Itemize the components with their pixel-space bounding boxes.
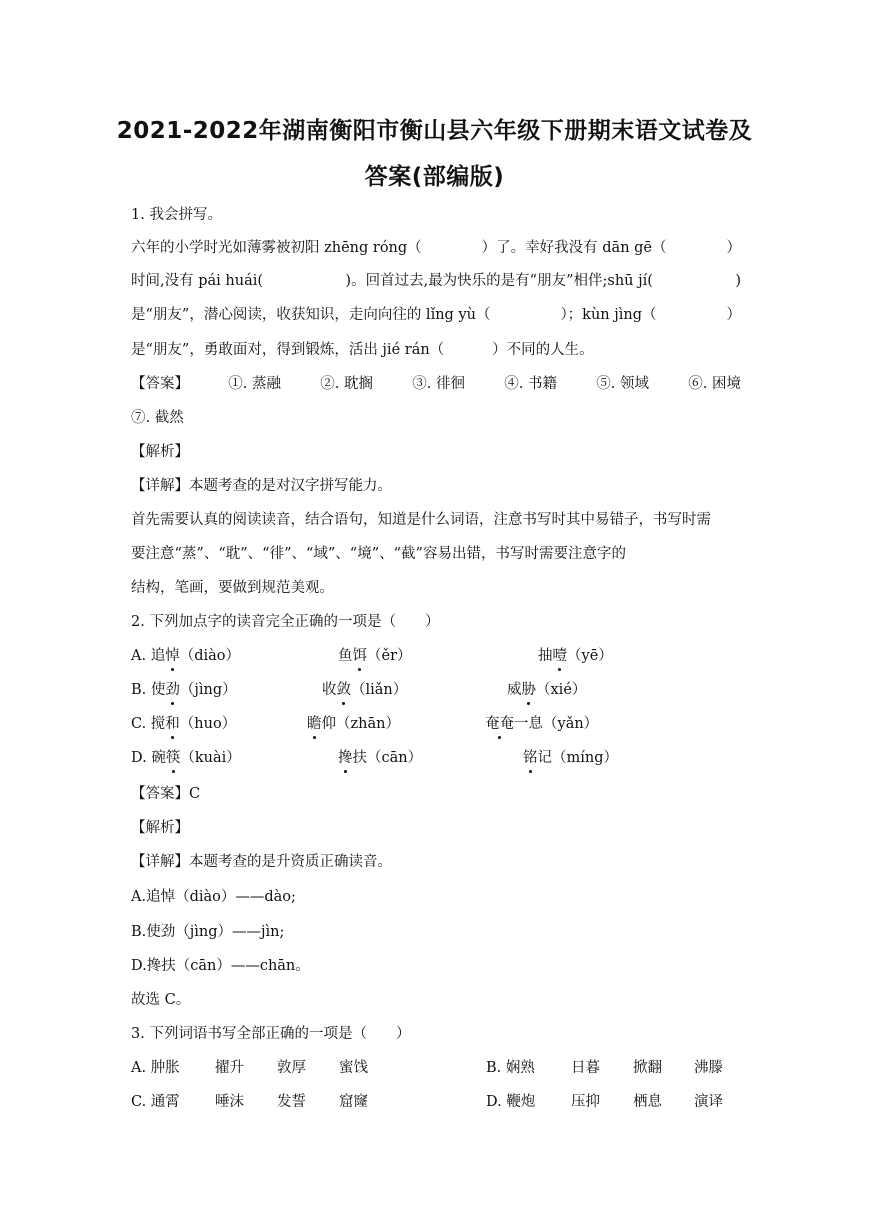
q1-answer-2: ②. 耽搁	[320, 376, 373, 392]
q1-answer-label: 【答案】	[131, 376, 189, 392]
q1-line-3-part-1: 是“朋友”，潜心阅读，收获知识，走向向往的 lǐng yù（	[131, 307, 491, 323]
q1-line-3	[131, 305, 741, 325]
q2-option-b-word-3	[507, 680, 586, 700]
q1-line-1-part-3: ）	[726, 240, 741, 256]
q1-answer-cont: ⑦. 截然	[131, 410, 184, 426]
q2-correction-b: B.使劲（jìng）——jìn;	[131, 924, 285, 940]
q1-answer	[131, 374, 741, 394]
q1-analysis-label: 【解析】	[131, 444, 189, 460]
q1-header: 1. 我会拼写。	[131, 207, 222, 223]
q1-answer-1: ①. 蒸融	[228, 376, 281, 392]
q2-d-pinyin-2: 扶（cān）	[352, 750, 423, 766]
q2-a-pinyin-3: （yē）	[567, 648, 613, 664]
q1-explain-3: 结构，笔画，要做到规范美观。	[131, 580, 334, 596]
q3-option-d-word-3: 栖息	[633, 1094, 662, 1110]
q2-c-pinyin-3: 一息（yǎn）	[514, 716, 599, 732]
q2-option-b-word-1	[131, 680, 237, 700]
q2-a-pinyin-2: （ěr）	[367, 648, 412, 664]
q3-option-c-word-2: 唾沫	[215, 1094, 244, 1110]
q2-d-pinyin-3: 记（míng）	[537, 750, 619, 766]
q2-b-label: B. 使	[131, 682, 166, 698]
q1-detail: 【详解】本题考查的是对汉字拼写能力。	[131, 478, 392, 494]
q2-b-dotted-1: 劲	[165, 682, 180, 698]
q3-option-a-word-2: 擢升	[215, 1060, 244, 1076]
q2-option-a-word-1	[131, 646, 240, 666]
q2-c-dotted-2: 瞻	[307, 716, 322, 732]
q2-b-pinyin-3: （xié）	[536, 682, 587, 698]
q2-a-dotted-3: 噎	[552, 648, 567, 664]
q3-option-b-word-3: 掀翻	[633, 1060, 662, 1076]
q2-a-dotted-1: 悼	[165, 648, 180, 664]
q2-c-pinyin-2: 仰（zhān）	[321, 716, 400, 732]
q1-line-2	[131, 271, 741, 291]
q3-option-a-word-3: 敦厚	[277, 1060, 306, 1076]
q2-conclusion: 故选 C。	[131, 992, 191, 1008]
q2-c-pinyin-1: （huo）	[179, 716, 237, 732]
q2-b-pinyin-1: （jìng）	[179, 682, 237, 698]
q1-line-3-part-2: ）；kùn jìng（	[560, 307, 657, 323]
q1-line-4	[131, 340, 741, 360]
q2-option-c-word-1	[131, 714, 236, 734]
q2-d-dotted-2: 搀	[338, 750, 353, 766]
q2-option-d-word-3	[523, 748, 618, 768]
q2-option-d-word-2	[338, 748, 422, 768]
q2-answer: 【答案】C	[131, 786, 201, 802]
q3-option-a-word-1: A. 肿胀	[131, 1060, 180, 1076]
q1-line-4-part-2: ）不同的人生。	[492, 342, 594, 358]
q2-c-dotted-3: 奄奄	[485, 716, 514, 732]
q3-option-c-word-4: 窟窿	[339, 1094, 368, 1110]
q3-option-b-word-1: B. 娴熟	[486, 1060, 535, 1076]
q2-detail: 【详解】本题考查的是升资质正确读音。	[131, 854, 392, 870]
q1-line-1-part-2: ）了。幸好我没有 dān gē（	[481, 240, 667, 256]
q2-a-label: A. 追	[131, 648, 166, 664]
q2-b-dotted-3: 胁	[521, 682, 536, 698]
q1-line-4-part-1: 是“朋友”，勇敢面对，得到锻炼，活出 jié rán（	[131, 342, 445, 358]
q2-d-pinyin-1: （kuài）	[180, 750, 241, 766]
q2-option-c-word-3	[485, 714, 598, 734]
q2-a-char-3: 抽	[538, 648, 553, 664]
q1-explain-1: 首先需要认真的阅读读音，结合语句，知道是什么词语，注意书写时其中易错子，书写时需	[131, 512, 711, 528]
q1-line-3-part-3: ）	[726, 307, 741, 323]
q1-answer-4: ④. 书籍	[504, 376, 557, 392]
q1-line-1	[131, 238, 741, 258]
q2-d-label: D. 碗	[131, 750, 166, 766]
q2-option-a-word-2	[338, 646, 412, 666]
q2-b-dotted-2: 敛	[336, 682, 351, 698]
q2-option-d-word-1	[131, 748, 241, 768]
q3-option-d-word-1: D. 鞭炮	[486, 1094, 536, 1110]
q2-correction-a: A.追悼（diào）——dào;	[131, 889, 296, 905]
q2-b-char-2: 收	[322, 682, 337, 698]
q3-option-c-word-1: C. 通霄	[131, 1094, 180, 1110]
q2-option-b-word-2	[322, 680, 407, 700]
exam-title-line1: 2021-2022年湖南衡阳市衡山县六年级下册期末语文试卷及	[116, 118, 753, 144]
q3-option-d-word-2: 压抑	[571, 1094, 600, 1110]
q2-c-dotted-1: 和	[165, 716, 180, 732]
q2-analysis-label: 【解析】	[131, 820, 189, 836]
q1-line-2-part-1: 时间,没有 pái huái(	[131, 273, 264, 289]
q1-answer-3: ③. 徘徊	[412, 376, 465, 392]
q2-option-a-word-3	[538, 646, 613, 666]
exam-title-line2: 答案(部编版)	[364, 164, 505, 190]
q2-header: 2. 下列加点字的读音完全正确的一项是（ ）	[131, 614, 440, 630]
q3-header: 3. 下列词语书写全部正确的一项是（ ）	[131, 1026, 411, 1042]
q1-answer-6: ⑥. 困境	[688, 376, 741, 392]
q2-a-pinyin-1: （diào）	[179, 648, 240, 664]
q3-option-b-word-4: 沸滕	[694, 1060, 723, 1076]
q1-line-2-part-2: )。回首过去,最为快乐的是有“朋友”相伴;shū jí(	[345, 273, 653, 289]
q2-d-dotted-3: 铭	[523, 750, 538, 766]
q1-line-1-part-1: 六年的小学时光如薄雾被初阳 zhēng róng（	[131, 240, 422, 256]
q1-explain-2: 要注意“蒸”、“耽”、“徘”、“域”、“境”、“截”容易出错，书写时需要注意字的	[131, 546, 626, 562]
q3-option-d-word-4: 演译	[694, 1094, 723, 1110]
q1-line-2-part-3: )	[735, 273, 741, 289]
q2-option-c-word-2	[307, 714, 400, 734]
q3-option-b-word-2: 日暮	[571, 1060, 600, 1076]
q1-answer-5: ⑤. 领域	[596, 376, 649, 392]
q2-b-pinyin-2: （liǎn）	[351, 682, 408, 698]
q2-a-char-2: 鱼	[338, 648, 353, 664]
q2-correction-d: D.搀扶（cān）——chān。	[131, 958, 310, 974]
q2-c-label: C. 搅	[131, 716, 166, 732]
q3-option-a-word-4: 蜜饯	[339, 1060, 368, 1076]
q2-d-dotted-1: 筷	[165, 750, 181, 766]
q2-a-dotted-2: 饵	[352, 648, 367, 664]
q2-b-char-3: 威	[507, 682, 522, 698]
q3-option-c-word-3: 发誓	[277, 1094, 306, 1110]
